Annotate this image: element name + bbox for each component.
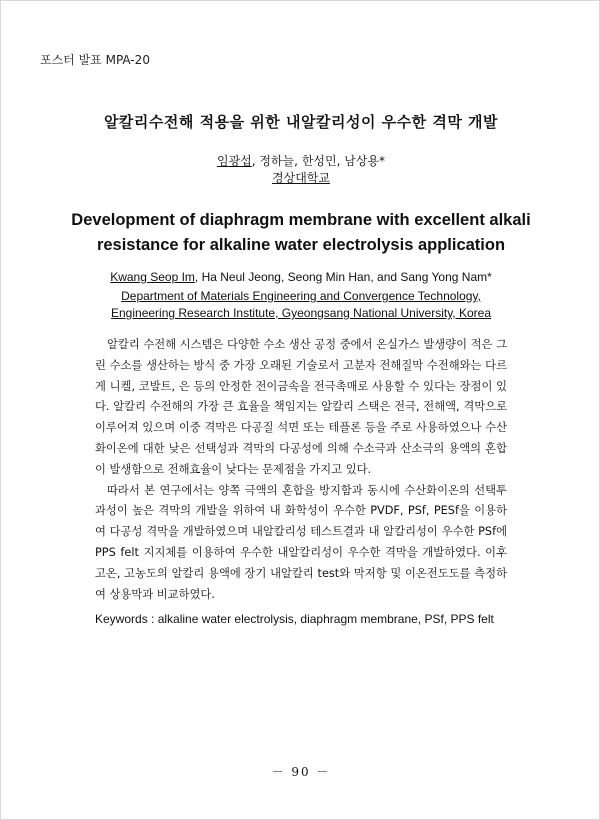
abstract-paragraph-1: 알칼리 수전해 시스템은 다양한 수소 생산 공정 중에서 온실가스 발생량이 적은 그린 수소를 생산하는 방식 중 가장 오래된 기술로서 고분자 전해질막 수전해와는 다르게 니켈, 코발트, 은 등의 안정한 전이금속을 전극촉매로 사용할 수 있다는 장점이 있다. 알칼리 수전해의 가장 큰 효율을 책임지는 알칼리 스택은 전극, 전해액, 격막으로 이루어져 있으며 이중 격막은 다공질 석면 또는 테플론 등을 주로 사용하였으나 수산화이온에 대한 낮은 선택성과 격막의 다공성에 의해 수소극과 산소극의 용액의 혼합이 발생함으로 전해효율이 낮다는 문제점을 가지고 있다. <box>95 338 507 476</box>
korean-affiliation: 경상대학교 <box>272 171 330 185</box>
english-other-authors: , Ha Neul Jeong, Seong Min Han, and Sang Yong Nam* <box>194 270 492 284</box>
english-authors <box>1 270 600 284</box>
keywords: Keywords : alkaline water electrolysis, diaphragm membrane, PSf, PPS felt <box>95 612 494 626</box>
korean-other-authors: , 정하늘, 한성민, 남상용* <box>251 154 385 168</box>
english-first-author: Kwang Seop Im <box>110 270 195 284</box>
abstract-paragraph-2: 따라서 본 연구에서는 양쪽 극액의 혼합을 방지함과 동시에 수산화이온의 선택투과성이 높은 격막의 개발을 위하여 내 화학성이 우수한 PVDF, PSf, PESf을 이용하여 다공성 격막을 개발하였으며 내알칼리성 테스트결과 내 알칼리성이 우수한 PSf에 PPS felt 지지체를 이용하여 우수한 내알칼리성이 우수한 격막을 개발하였다. 이후 고온, 고농도의 알칼리 용액에 장기 내알칼리 test와 막저항 및 이온전도도를 측정하여 상용막과 비교하였다. <box>95 483 507 601</box>
english-title: Development of diaphragm membrane with excellent alkali resistance for alkaline water electrolysis application <box>71 211 531 254</box>
korean-title: 알칼리수전해 적용을 위한 내알칼리성이 우수한 격막 개발 <box>103 113 499 131</box>
korean-first-author: 임광섭 <box>217 154 252 168</box>
korean-authors <box>1 152 600 169</box>
english-affiliation-line1: Department of Materials Engineering and Convergence Technology, <box>121 289 481 303</box>
english-affiliation-line2: Engineering Research Institute, Gyeongsang National University, Korea <box>111 306 491 320</box>
abstract-body <box>95 335 507 605</box>
session-label: 포스터 발표 MPA-20 <box>40 53 150 67</box>
page-number: － 90 － <box>271 765 331 779</box>
